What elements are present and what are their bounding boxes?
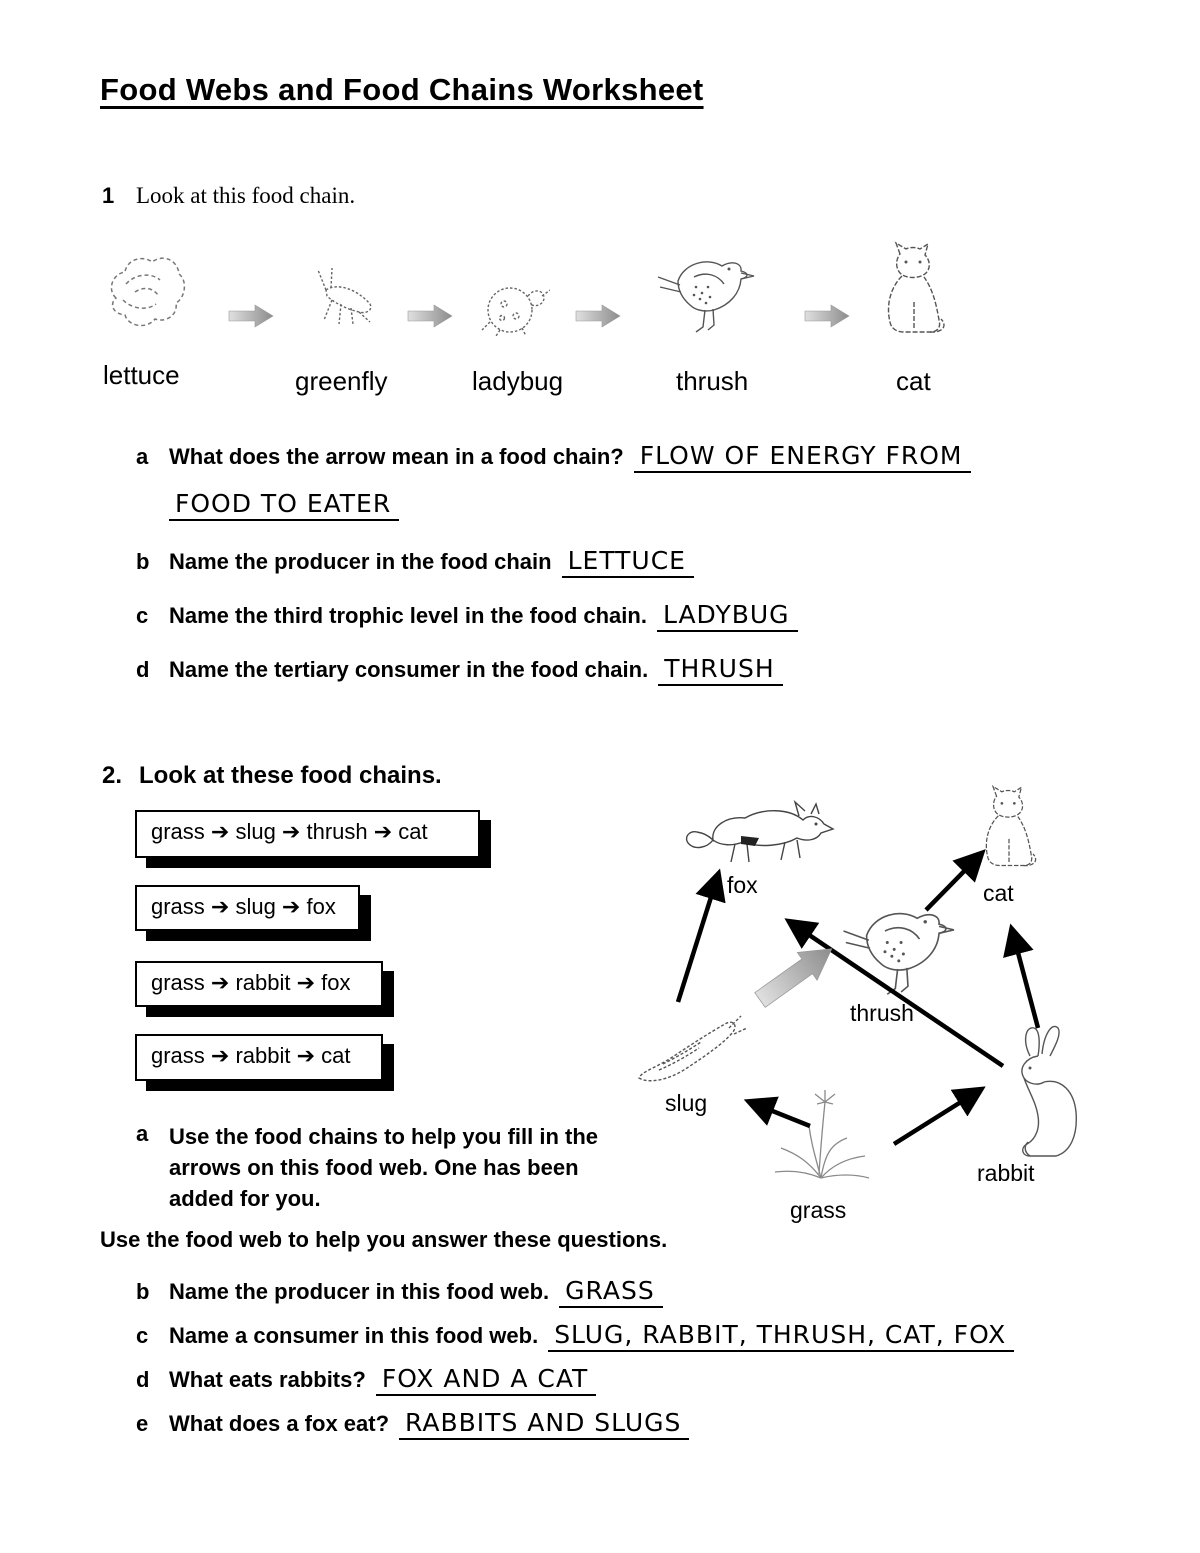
question-text: Name the tertiary consumer in the food chain.	[169, 657, 649, 682]
question-letter: d	[136, 1367, 150, 1392]
answer-blank: FOX AND A CAT	[376, 1364, 596, 1396]
answer-blank: RABBITS AND SLUGS	[399, 1408, 689, 1440]
web-arrow-rabbit-to-fox	[790, 922, 1003, 1066]
answer-blank: GRASS	[559, 1276, 663, 1308]
thrush-image	[650, 237, 765, 337]
page-title: Food Webs and Food Chains Worksheet	[100, 72, 704, 107]
question-1d	[136, 654, 783, 683]
chain-arrow-icon	[406, 303, 454, 329]
question-1b	[136, 546, 694, 575]
question-letter: b	[136, 1279, 150, 1304]
web-arrow-rabbit-to-cat	[1012, 930, 1038, 1028]
web-arrow-grass-to-slug	[750, 1102, 810, 1126]
question-2e	[136, 1408, 689, 1437]
section1-heading	[102, 182, 355, 209]
chain-arrow-icon	[803, 303, 851, 329]
chain-arrow-icon	[227, 303, 275, 329]
question-2a	[136, 1121, 598, 1214]
section2-intro: Look at these food chains.	[139, 762, 442, 789]
question-text: Name the third trophic level in the food chain.	[169, 603, 647, 628]
web-label-fox: fox	[727, 872, 758, 898]
question-text: What eats rabbits?	[169, 1367, 366, 1392]
chain-label-ladybug: ladybug	[472, 366, 564, 396]
web-label-grass: grass	[790, 1197, 847, 1223]
question-1c	[136, 600, 798, 629]
question-text: Use the food chains to help you fill in the arrows on this food web. One has been added for you.	[169, 1124, 599, 1211]
question-2c	[136, 1320, 1014, 1349]
cat-image	[878, 240, 950, 335]
question-letter: b	[136, 549, 150, 574]
question-letter: a	[136, 444, 149, 469]
question-letter: c	[136, 603, 149, 628]
web-label-slug: slug	[665, 1090, 708, 1116]
answer-blank: THRUSH	[658, 654, 782, 686]
food-chain-box-1: grass ➔ slug ➔ thrush ➔ cat	[135, 810, 480, 858]
answer-blank: FLOW OF ENERGY FROM	[634, 441, 971, 473]
lettuce-image	[100, 248, 190, 336]
answer-blank: SLUG, RABBIT, THRUSH, CAT, FOX	[548, 1320, 1014, 1352]
question-2b	[136, 1276, 663, 1305]
web-arrow-thrush-to-cat	[926, 854, 981, 910]
answer-blank: FOOD TO EATER	[169, 489, 399, 521]
web-arrow-slug-to-fox	[678, 875, 718, 1002]
food-web-arrows	[600, 760, 1140, 1240]
question-text: What does the arrow mean in a food chain?	[169, 444, 624, 469]
question-letter: d	[136, 657, 150, 682]
web-instruction: Use the food web to help you answer these questions.	[100, 1227, 668, 1252]
question-1a-answer-line2	[169, 489, 399, 518]
chain-label-greenfly: greenfly	[295, 366, 388, 396]
food-chain-box-4: grass ➔ rabbit ➔ cat	[135, 1034, 383, 1081]
section1-number: 1	[102, 183, 115, 208]
question-letter: c	[136, 1323, 149, 1348]
question-text: What does a fox eat?	[169, 1411, 390, 1436]
ladybug-image	[478, 278, 550, 336]
web-label-thrush: thrush	[850, 1000, 914, 1026]
question-1a	[136, 441, 971, 470]
question-text: Name a consumer in this food web.	[169, 1323, 539, 1348]
food-web-diagram	[600, 760, 1140, 1240]
food-chain-box-3: grass ➔ rabbit ➔ fox	[135, 961, 383, 1007]
answer-blank: LADYBUG	[657, 600, 798, 632]
question-letter: e	[136, 1411, 149, 1436]
chain-label-cat: cat	[896, 366, 931, 396]
question-text: Name the producer in the food chain	[169, 549, 552, 574]
greenfly-image	[296, 262, 381, 334]
chain-label-lettuce: lettuce	[103, 360, 180, 390]
chain-arrow-icon	[574, 303, 622, 329]
section2-heading	[102, 762, 442, 790]
question-text: Name the producer in this food web.	[169, 1279, 550, 1304]
question-letter: a	[136, 1121, 149, 1146]
chain-label-thrush: thrush	[676, 366, 749, 396]
food-chain-box-2: grass ➔ slug ➔ fox	[135, 885, 360, 931]
web-label-cat: cat	[983, 880, 1014, 906]
answer-blank: LETTUCE	[562, 546, 694, 578]
section1-intro: Look at this food chain.	[136, 183, 356, 208]
question-2d	[136, 1364, 596, 1393]
web-arrow-grass-to-rabbit	[894, 1090, 980, 1144]
web-label-rabbit: rabbit	[977, 1160, 1035, 1186]
section2-number: 2.	[102, 762, 123, 789]
